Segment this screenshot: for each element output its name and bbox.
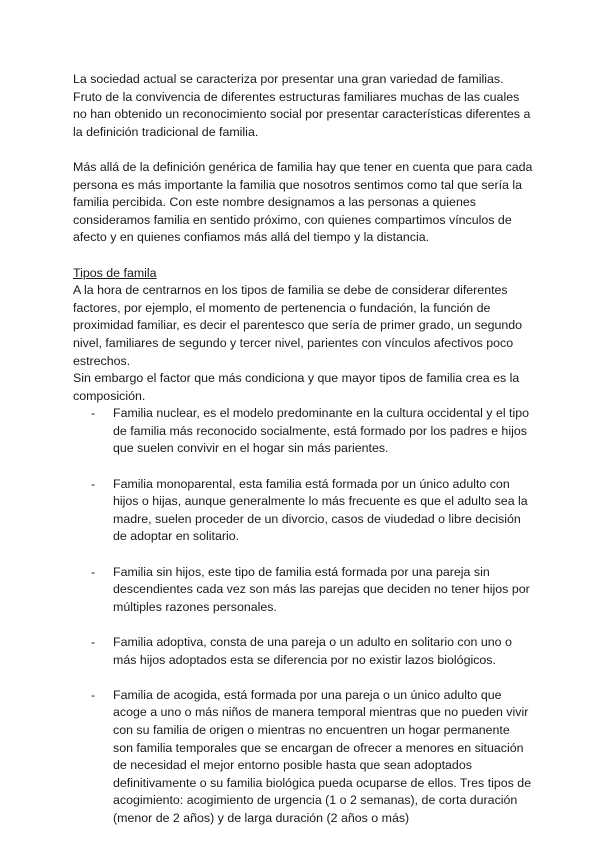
list-item bbox=[91, 634, 533, 669]
bullet-dash: - bbox=[91, 635, 96, 649]
list-item-text: Familia de acogida, está formada por una pareja o un único adulto que acoge a uno o más niños de manera temporal mientras que no pueden vivir con su familia de origen o mientras no encuentren un hogar permanente son familia temporales que se encargan de ofrecer a menores en situación de necesidad el mejor entorno posible hasta que sean adoptados definitivamente o su familia biológica pueda ocuparse de ellos. Tres tipos de acogimiento: acogimiento de urgencia (1 o 2 semanas), de corta duración (menor de 2 años) y de larga duración (2 años o más) bbox=[113, 687, 532, 825]
section-heading: Tipos de famila bbox=[73, 265, 157, 280]
list-item bbox=[91, 476, 533, 546]
section-paragraph-1: A la hora de centrarnos en los tipos de familia se debe de considerar diferentes factores, por ejemplo, el momento de pertenencia o fundación, la función de proximidad familiar, es decir el parentesco que sería de primer grado, un segundo nivel, familiares de segundo y tercer nivel, parientes con vínculos afectivos poco estrechos. bbox=[73, 283, 523, 368]
bullet-dash: - bbox=[91, 476, 96, 491]
intro-paragraph-1: La sociedad actual se caracteriza por presentar una gran variedad de familias. Fruto de la convivencia de diferentes estructuras familiares muchas de las cuales no han obtenido un reconocimiento social por presentar características diferentes a la definición tradicional de familia. bbox=[73, 72, 531, 139]
list-item bbox=[91, 405, 533, 458]
list-item bbox=[91, 564, 533, 617]
family-types-list bbox=[91, 405, 533, 827]
list-item-text: Familia nuclear, es el modelo predominante en la cultura occidental y el tipo de familia más reconocido socialmente, está formado por los padres e hijos que suelen convivir en el hogar sin más parientes. bbox=[113, 406, 530, 456]
list-item-text: Familia monoparental, esta familia está formada por un único adulto con hijos o hijas, aunque generalmente lo más frecuente es que el adulto sea la madre, suelen proceder de un divorcio, casos de viudedad o libre decisión de adoptar en solitario. bbox=[113, 476, 528, 544]
intro-paragraph-2: Más allá de la definición genérica de familia hay que tener en cuenta que para cada persona es más importante la familia que nosotros sentimos como tal que sería la familia percibida. Con este nombre designamos a las personas a quienes consideramos familia en sentido próximo, con quienes compartimos vínculos de afecto y en quienes confiamos más allá del tiempo y la distancia. bbox=[73, 159, 533, 245]
list-item bbox=[91, 687, 533, 828]
bullet-dash: - bbox=[91, 687, 96, 702]
bullet-dash: - bbox=[91, 406, 96, 421]
list-item-text: Familia sin hijos, este tipo de familia está formada por una pareja sin descendientes cada vez son más las parejas que deciden no tener hijos por múltiples razones personales. bbox=[113, 564, 530, 614]
list-item-text: Familia adoptiva, consta de una pareja o un adulto en solitario con uno o más hijos adoptados esta se diferencia por no existir lazos biológicos. bbox=[113, 635, 512, 667]
bullet-dash: - bbox=[91, 564, 96, 579]
document-page bbox=[73, 71, 533, 845]
section-paragraph-2: Sin embargo el factor que más condiciona y que mayor tipos de familia crea es la composición. bbox=[73, 371, 520, 403]
